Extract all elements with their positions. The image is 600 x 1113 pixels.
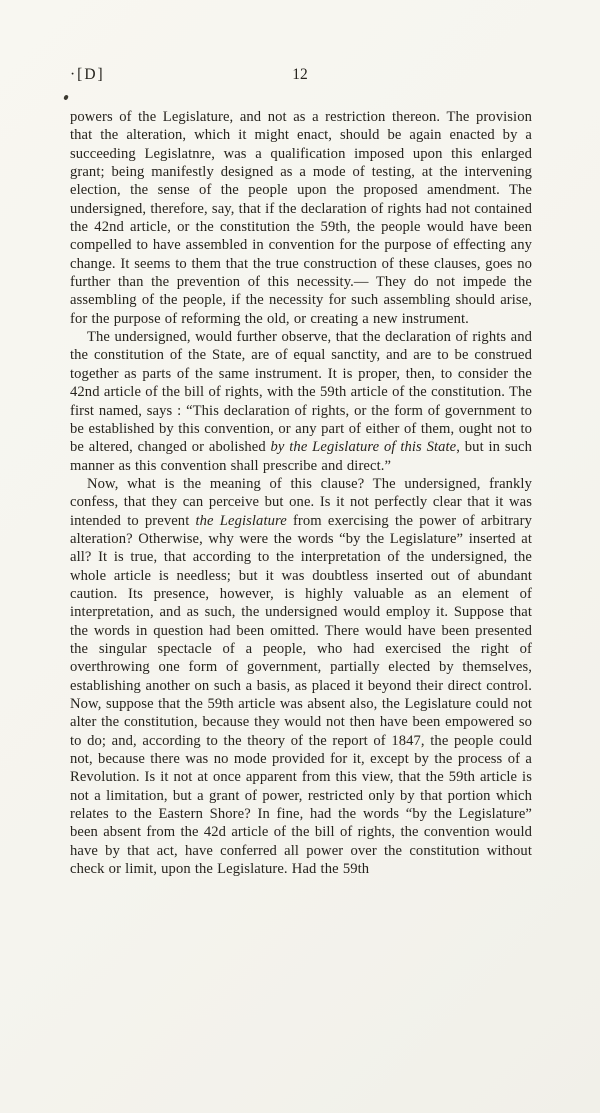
paragraph (70, 475, 532, 879)
section-marker: ·[D] (70, 66, 105, 83)
italic-text-run: the Legislature (195, 512, 287, 529)
text-run: from exercising the power of arbitrary alteration? Otherwise, why were the words “by the Legislature” inserted at all? It is true, that according to the interpretation of the undersigned, the whole article is needless; but it was doubtless inserted out of abundant caution. Its presence, however, is highly valuable as an element of interpretation, and as such, the undersigned would employ it. Suppose that the words in question had been omitted. There would have been presented the singular spectacle of a people, who had exercised the right of overthrowing one form of government, partially elected by themselves, establishing another on such a basis, as placed it beyond their direct control. Now, suppose that the 59th article was absent also, the Legislature could not alter the constitution, because they would not then have been empowered so to do; and, according to the theory of the report of 1847, the people could not, because there was no mode provided for it, except by the process of a Revolution. Is it not at once apparent from this view, that the 59th article is not a limitation, but a grant of power, restricted only by that portion which relates to the Eastern Shore? In fine, had the words “by the Legislature” been absent from the 42d article of the bill of rights, the convention would have by that act, have conferred all power over the constitution without check or limit, upon the Legislature. Had the 59th (70, 512, 532, 878)
text-run: powers of the Legislature, and not as a restriction thereon. The provision that the alteration, which it might enact, should be again enacted by a succeeding Legislatnre, was a qualification imposed upon this enlarged grant; being manifestly designed as a mode of testing, at the intervening election, the sense of the people upon the proposed amendment. The undersigned, therefore, say, that if the declaration of rights had not contained the 42nd article, or the constitution the 59th, the people would have been compelled to have assembled in convention for the purpose of effecting any change. It seems to them that the true construction of these clauses, goes no further than the prevention of this necessity.— They do not impede the assembling of the people, if the necessity for such assembling should arise, for the purpose of reforming the old, or creating a new instrument. (70, 109, 532, 327)
text-run: The undersigned, would further observe, that the declaration of rights and the constitution of the State, are of equal sanctity, and are to be construed together as parts of the same instrument. It is proper, then, to consider the 42nd article of the bill of rights, with the 59th article of the constitution. The first named, says : “This declaration of rights, or the form of government to be established by this convention, or any part of either of them, ought not to be altered, changed or abolished (70, 329, 532, 456)
paragraph (70, 328, 532, 475)
paragraph (70, 108, 532, 328)
page-number: 12 (292, 66, 308, 83)
ink-speck (63, 94, 68, 100)
text-run: , but in such manner as this convention shall prescribe and direct.” (70, 439, 532, 474)
text-run: Now, what is the meaning of this clause? The undersigned, frankly confess, that they can perceive but one. Is it not perfectly clear that it was intended to prevent (70, 475, 532, 529)
page-body (70, 108, 532, 878)
italic-text-run: by the Legislature of this State (270, 439, 457, 456)
page-header (70, 66, 530, 88)
